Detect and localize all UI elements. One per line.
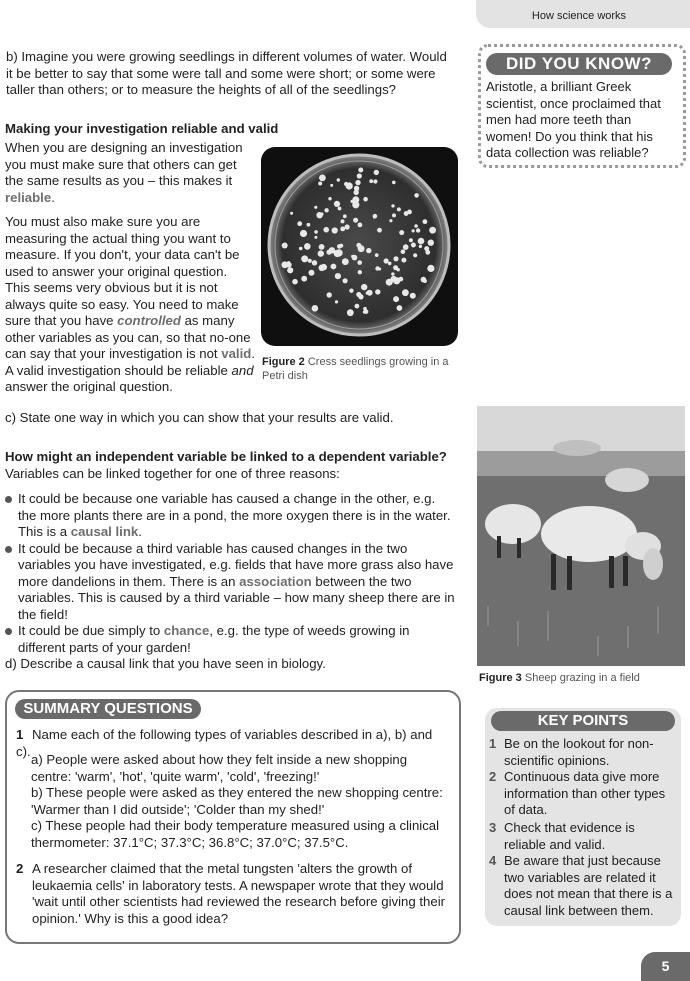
seedling — [307, 223, 311, 227]
question-b: b) Imagine you were growing seedlings in different volumes of water. Would it be better to say that some were tall and some were short; or some were taller than others; or to measure the heights of all of the seedlings? — [6, 49, 447, 97]
reason-3-end: , e.g. the type of weeds growing in different parts of your garden! — [18, 623, 410, 655]
question-d: d) Describe a causal link that you have seen in biology. — [5, 656, 326, 671]
seedling — [358, 168, 363, 173]
term-chance: chance — [163, 623, 210, 638]
seedling — [356, 292, 361, 297]
seedling — [412, 229, 415, 232]
reason-2-text: It could be because a third variable has caused changes in the two variables you have investigated, e.g. fields that have more grass also have more dandelions in them. There is an — [18, 540, 454, 589]
seedling — [347, 309, 354, 316]
seedling — [338, 207, 342, 211]
summary-q1a: a) People were asked about how they felt inside a new shopping centre: 'warm', 'hot', 'quite warm', 'cold', 'freezing!' — [31, 752, 408, 784]
reliable-heading: Making your investigation reliable and valid — [5, 121, 279, 136]
link-intro: Variables can be linked together for one of three reasons: — [5, 466, 340, 481]
seedling — [423, 279, 427, 283]
seedling — [319, 265, 326, 272]
seedling — [427, 265, 434, 272]
seedling — [357, 260, 362, 265]
seedling — [318, 182, 322, 186]
seedling — [384, 258, 389, 263]
seedling — [318, 250, 324, 256]
word-and: and — [231, 362, 254, 378]
sheep-photo — [477, 406, 685, 666]
seedling — [334, 201, 340, 207]
seedling — [403, 244, 409, 250]
seedling — [386, 279, 393, 286]
key-point — [489, 769, 677, 819]
seedling — [343, 214, 347, 218]
seedling — [414, 193, 419, 198]
seedling — [332, 227, 338, 233]
seedling — [319, 244, 325, 250]
q2-number: 2 — [16, 861, 24, 876]
seedling — [361, 284, 367, 290]
key-point — [489, 820, 677, 853]
reason-association — [5, 541, 457, 624]
petri-dish-photo — [261, 147, 458, 346]
seedling — [398, 277, 403, 282]
seedling — [292, 279, 298, 285]
seedling — [375, 253, 379, 257]
key-point-text: Be on the lookout for non-scientific opinions. — [504, 736, 654, 768]
sheep-illustration — [477, 406, 685, 666]
seedling — [393, 256, 398, 261]
seedling — [314, 230, 318, 234]
seedling — [363, 197, 368, 202]
seedling — [393, 296, 399, 302]
reason-3-text: It could be due simply to — [18, 623, 164, 638]
seedling — [358, 270, 362, 274]
reliable-p2-text: You must also make sure you are measuring the actual thing you want to measure. If you don't, your data can't be used to answer your original question. This seems very obvious but it is not always quite so easy. You need to make sure that you have — [5, 214, 240, 328]
link-heading: How might an independent variable be linked to a dependent variable? — [5, 449, 447, 464]
seedling — [373, 214, 378, 219]
seedling — [397, 207, 401, 211]
seedling — [401, 258, 406, 263]
seedling — [391, 272, 394, 275]
seedling — [428, 240, 434, 246]
reliable-paragraph-2 — [5, 214, 255, 396]
seedling — [392, 213, 396, 217]
summary-questions-title: SUMMARY QUESTIONS — [15, 699, 201, 719]
seedling — [340, 227, 345, 232]
seedling — [353, 218, 358, 223]
seedling — [425, 250, 430, 255]
summary-q1c: c) These people had their body temperature measured using a clinical thermometer: 37.1°C; 37.3°C; 36.8°C; 37.0°C; 37.5°C. — [31, 818, 440, 850]
seedling — [388, 262, 392, 266]
seedling — [389, 219, 392, 222]
seedling — [409, 238, 413, 242]
page-number: 5 — [641, 952, 690, 981]
seedling — [414, 224, 418, 228]
figure-3-caption — [479, 671, 679, 685]
seedling — [300, 230, 307, 237]
seedling — [345, 224, 350, 229]
seedling — [375, 289, 380, 294]
seedling — [399, 230, 404, 235]
seedling — [301, 276, 307, 282]
seedling — [366, 291, 369, 294]
seedling — [343, 278, 348, 283]
summary-q1b: b) These people were asked as they entered the new shopping centre: 'Warmer than I did outside'; 'Colder than my shed!' — [31, 785, 443, 817]
did-you-know-text: Aristotle, a brilliant Greek scientist, once proclaimed that men had more teeth than women! Do you think that his data collection was reliable? — [486, 79, 661, 160]
figure-2-label: Figure 2 — [262, 356, 305, 368]
seedling — [397, 305, 403, 311]
seedling — [402, 289, 409, 296]
seedling — [374, 170, 379, 175]
seedling — [429, 227, 436, 234]
seedling — [337, 244, 342, 249]
term-controlled: controlled — [117, 313, 181, 328]
key-point — [489, 853, 677, 919]
term-valid: valid — [221, 346, 252, 361]
seedling — [335, 300, 338, 303]
seedling — [411, 243, 416, 248]
seedling — [326, 250, 331, 255]
seedling — [375, 266, 379, 270]
seedling — [336, 249, 343, 256]
seedling — [349, 289, 353, 293]
section-title: How science works — [531, 10, 627, 22]
term-reliable: reliable — [5, 189, 52, 205]
seedling — [290, 212, 293, 215]
key-point-text: Check that evidence is reliable and valid. — [504, 820, 635, 852]
seedling — [369, 179, 373, 183]
seedling — [423, 219, 428, 224]
reliable-paragraph-1 — [5, 140, 255, 206]
seedling — [327, 292, 332, 297]
seedling — [373, 179, 377, 183]
seedling — [320, 212, 323, 215]
petri-dish-illustration — [261, 147, 458, 346]
figure-2-caption — [262, 355, 462, 383]
seedling — [287, 261, 290, 264]
seedling — [301, 255, 308, 262]
seedling — [356, 243, 361, 248]
seedling — [419, 245, 422, 248]
seedling — [308, 259, 312, 263]
seedling — [377, 228, 382, 233]
seedling — [416, 228, 420, 232]
seedling — [407, 210, 412, 215]
seedling — [314, 206, 317, 209]
seedling — [319, 175, 326, 182]
seedling — [312, 305, 319, 312]
seedling — [355, 304, 360, 309]
seedling — [351, 255, 354, 258]
seedling — [358, 223, 363, 228]
seedling — [346, 182, 353, 189]
key-point-number: 4 — [489, 853, 497, 868]
seedling — [287, 267, 293, 273]
reason-causal — [5, 491, 457, 541]
seedling — [304, 243, 309, 248]
seedling — [330, 184, 333, 187]
seedling — [324, 208, 328, 212]
key-point-number: 1 — [489, 736, 497, 751]
seedling — [364, 310, 368, 314]
reason-chance — [5, 623, 457, 656]
key-point-number: 3 — [489, 820, 497, 835]
key-points-title: KEY POINTS — [491, 711, 675, 731]
question-c: c) State one way in which you can show that your results are valid. — [5, 410, 394, 425]
seedling — [357, 173, 362, 178]
seedling — [413, 253, 417, 257]
reasons-list — [5, 491, 457, 656]
key-point-number: 2 — [489, 769, 497, 784]
seedling — [366, 248, 371, 253]
seedling — [282, 243, 288, 249]
reliable-p1-end: . — [51, 189, 55, 205]
key-point-text: Continuous data give more information than other types of data. — [504, 769, 666, 817]
q2-text: A researcher claimed that the metal tungsten 'alters the growth of leukaemia cells' in laboratory tests. A newspaper wrote that they would 'wait until other scientists had reviewed the research before giving their opinion.' Why is this a good idea? — [32, 861, 446, 926]
seedling — [341, 219, 345, 223]
figure-2-text: Cress seedlings growing in a Petri dish — [262, 356, 449, 382]
reason-1-end: . — [138, 524, 142, 539]
seedling — [314, 236, 317, 239]
reliable-p1-text: When you are designing an investigation you must make sure that others can get the same results as you – this makes it — [5, 140, 243, 188]
figure-3-label: Figure 3 — [479, 672, 522, 684]
reason-1-text: It could be because one variable has caused a change in the other, e.g. the more plants there are in a pond, the more oxygen there is in the water. This is a — [18, 491, 451, 539]
seedling — [337, 178, 340, 181]
seedling — [351, 200, 354, 203]
reliable-p2-text-c: . A valid investigation should be reliable — [5, 346, 255, 378]
seedling — [309, 270, 315, 276]
seedling — [328, 197, 331, 200]
seedling — [323, 227, 329, 233]
seedling — [391, 204, 394, 207]
reason-2-end: between the two variables. This is caused by a third variable – how many sheep there are in the field! — [18, 573, 455, 622]
seedling — [392, 181, 396, 185]
seedling — [312, 260, 317, 265]
q1-number: 1 — [16, 727, 24, 742]
key-point — [489, 736, 677, 769]
term-causal-link: causal link — [70, 524, 139, 539]
seedling — [335, 273, 341, 279]
reliable-p2-text-d: answer the original question. — [5, 379, 173, 394]
figure-3-text: Sheep grazing in a field — [524, 672, 640, 684]
reliable-p2-text-b: as many other variables as you can, so that no-one can say that your investigation is not — [5, 313, 251, 361]
seedling — [420, 239, 424, 243]
seedling — [401, 249, 406, 254]
seedling — [299, 247, 303, 251]
q1-text: Name each of the following types of variables described in a), b) and c). — [16, 727, 433, 759]
term-association: association — [239, 573, 312, 589]
seedling — [397, 268, 400, 271]
seedling — [410, 293, 416, 299]
key-point-text: Be aware that just because two variables are related it does not mean that there is a causal link between them. — [504, 853, 673, 918]
seedling — [355, 180, 360, 185]
did-you-know-title: DID YOU KNOW? — [486, 53, 672, 75]
seedling — [354, 186, 359, 191]
seedling — [331, 264, 337, 270]
summary-q2 — [16, 861, 448, 927]
seedling — [342, 258, 349, 265]
seedling — [297, 221, 302, 226]
